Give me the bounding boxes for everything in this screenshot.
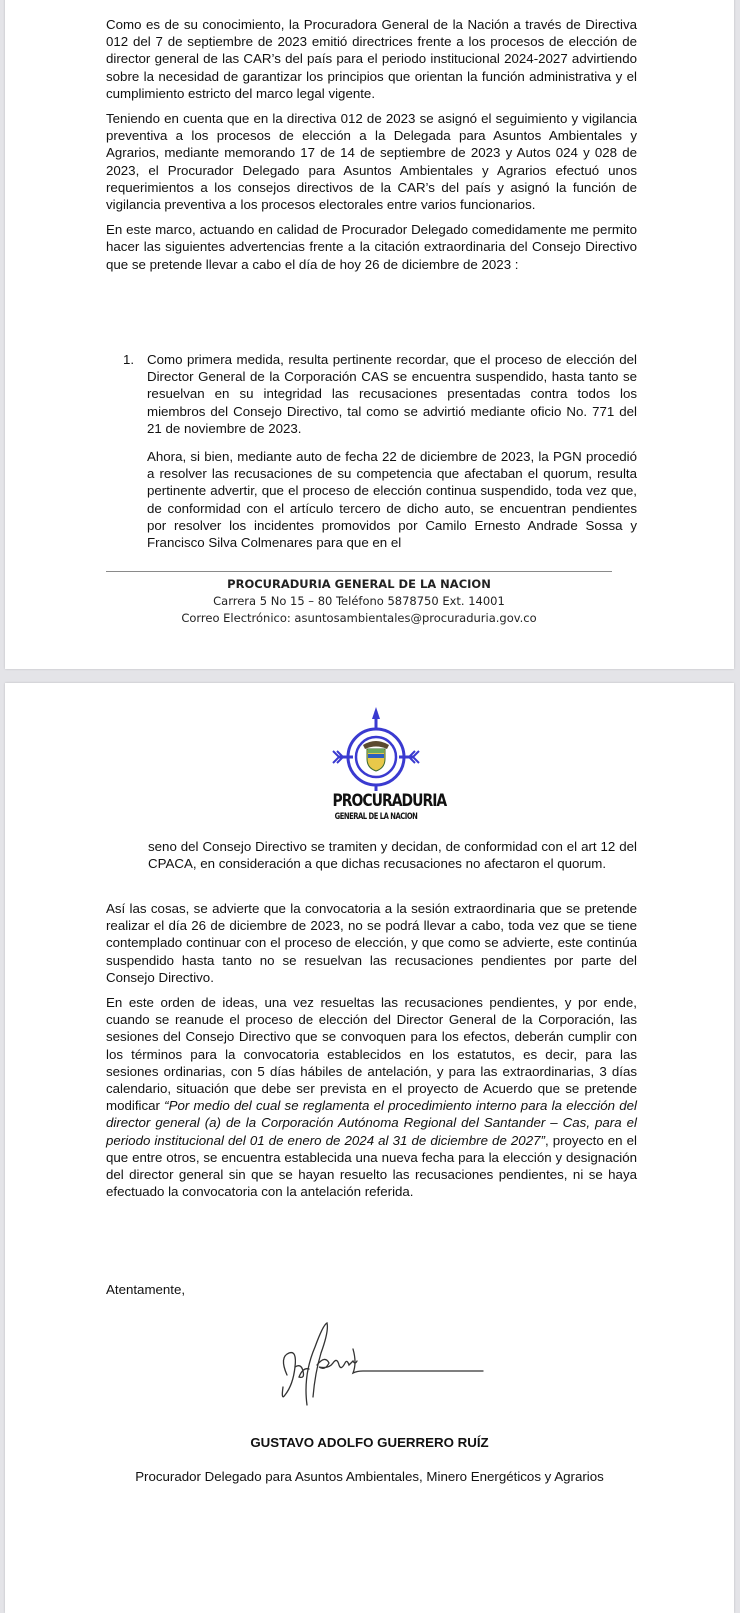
document-page-2 bbox=[5, 683, 734, 1613]
list-paragraph: Ahora, si bien, mediante auto de fecha 22 de diciembre de 2023, la PGN procedió a resolver las recusaciones de su competencia que afectaban el quorum, resulta pertinente advertir, que el proceso de elección continua suspendido, toda vez que, de conformidad con el artículo tercero de dicho auto, se encuentran pendientes por resolver los incidentes promovidos por Camilo Ernesto Andrade Sossa y Francisco Silva Colmenares para que en el bbox=[147, 449, 637, 551]
paragraph-text: En este orden de ideas, una vez resueltas las recusaciones pendientes, y por ende, cuando se reanude el proceso de elección del Director General de la Corporación, las sesiones del Consejo Directivo que se convoquen para los efectos, deberán cumplir con los términos para la convocatoria establecidos en los estatutos, es decir, para las sesiones ordinarias, con 5 días hábiles de antelación, y para las extraordinarias, 3 días calendario, situación que debe ser prevista en el proyecto de Acuerdo que se pretende modificar bbox=[106, 995, 637, 1114]
signature-icon bbox=[255, 1305, 495, 1425]
continuation-paragraph bbox=[148, 838, 637, 880]
footer-org: PROCURADURIA GENERAL DE LA NACION bbox=[227, 577, 491, 591]
page-footer bbox=[106, 576, 612, 627]
list-paragraph: Como primera medida, resulta pertinente recordar, que el proceso de elección del Director General de la Corporación CAS se encuentra suspendido, hasta tanto se resuelvan en su integridad las recusaciones presentadas contra todos los miembros del Consejo Directivo, tal como se advirtió mediante oficio No. 771 del 21 de noviembre de 2023. bbox=[147, 352, 637, 436]
signer-title: Procurador Delegado para Asuntos Ambientales, Minero Energéticos y Agrarios bbox=[135, 1469, 604, 1484]
paragraph-directiva: Teniendo en cuenta que en la directiva 012 de 2023 se asignó el seguimiento y vigilancia preventiva a los procesos de elección a la Delegada para Asuntos Ambientales y Agrarios, mediante memorando 17 de 14 de septiembre de 2023 y Autos 024 y 028 de 2023, el Procurador Delegado para Asuntos Ambientales y Agrarios efectuó unos requerimientos a los consejos directivos de la CAR’s del país y asignó la función de vigilancia preventiva a los procesos electorales entre varios funcionarios. bbox=[106, 111, 637, 213]
footer-divider bbox=[106, 571, 612, 572]
paragraph-advertencias: En este marco, actuando en calidad de Procurador Delegado comedidamente me permito hacer las siguientes advertencias frente a la citación extraordinaria del Consejo Directivo que se pretende llevar a cabo el día de hoy 26 de diciembre de 2023 : bbox=[106, 222, 637, 272]
agreement-title-quote: “Por medio del cual se reglamenta el procedimiento interno para la elección del director general (a) de la Corporación Autónoma Regional del Santander – Cas, para el periodo institucional del 01 de enero de 2024 al 31 de diciembre de 2027” bbox=[106, 1098, 637, 1148]
continuation-text: seno del Consejo Directivo se tramiten y decidan, de conformidad con el art 12 del CPACA, en consideración a que dichas recusaciones no afectaron el quorum. bbox=[148, 839, 637, 872]
footer-email: Correo Electrónico: asuntosambientales@procuraduria.gov.co bbox=[181, 611, 537, 625]
procuraduria-logo bbox=[323, 705, 447, 830]
footer-address: Carrera 5 No 15 – 80 Teléfono 5878750 Ext. 14001 bbox=[213, 594, 505, 608]
paragraph-intro: Como es de su conocimiento, la Procuradora General de la Nación a través de Directiva 012 del 7 de septiembre de 2023 emitió directrices frente a los procesos de elección de director general de las CAR’s del país para el periodo institucional 2024-2027 advirtiendo sobre la necesidad de garantizar los principios que orientan la función administrativa y el cumplimiento estricto del marco legal vigente. bbox=[106, 17, 637, 101]
paragraph-asi-las-cosas: Así las cosas, se advierte que la convocatoria a la sesión extraordinaria que se pretende realizar el día 26 de diciembre de 2023, no se podrá llevar a cabo, toda vez que se tiene contemplado continuar con el proceso de elección, y que como se advierte, este continúa suspendido hasta tanto no se resuelvan las recusaciones pendientes por parte del Consejo Directivo. bbox=[106, 901, 637, 985]
closing-salutation: Atentamente, bbox=[106, 1282, 186, 1297]
list-number: 1. bbox=[123, 352, 135, 367]
logo-wordmark: PROCURADURIA bbox=[332, 791, 447, 811]
paragraph-orden-de-ideas bbox=[106, 994, 637, 1200]
logo-subtitle: GENERAL DE LA NACION bbox=[334, 812, 418, 822]
signer-name: GUSTAVO ADOLFO GUERRERO RUÍZ bbox=[250, 1435, 489, 1450]
numbered-item-1 bbox=[123, 351, 637, 562]
page2-body bbox=[106, 900, 637, 1208]
paragraph-text: , proyecto en el que entre otros, se encuentra establecida una nueva fecha para la elección y designación del director general sin que se hayan resuelto las recusaciones pendientes, ni se haya efectuado la convocatoria con la antelación referida. bbox=[106, 1132, 638, 1200]
document-page-1 bbox=[5, 0, 734, 669]
procuraduria-seal-icon bbox=[323, 705, 429, 791]
page1-body bbox=[106, 16, 637, 281]
